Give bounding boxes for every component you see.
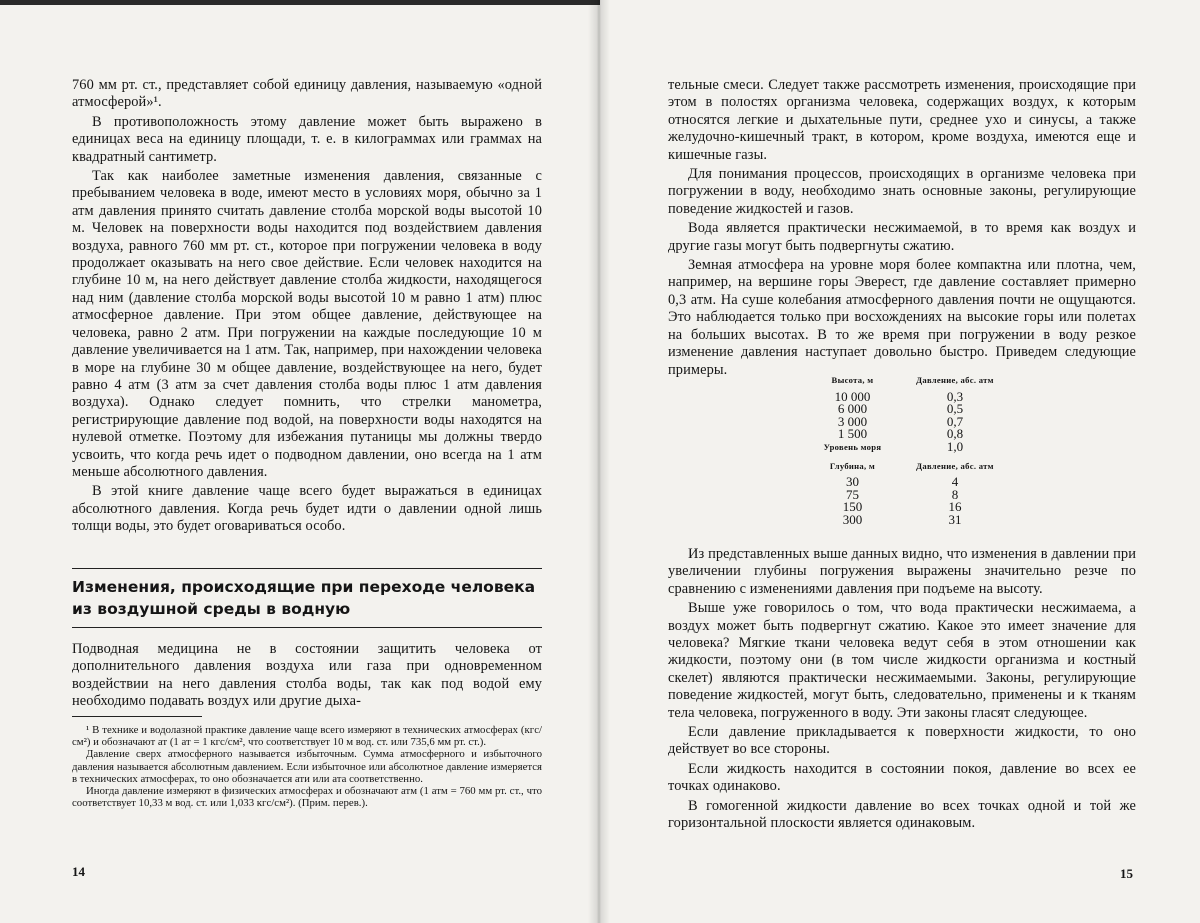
section-rule-bottom: [72, 627, 542, 628]
table-header-row: [805, 372, 1010, 391]
footnote-separator: [72, 716, 202, 717]
table-cell: 150: [842, 499, 863, 515]
left-body-text: [72, 77, 542, 536]
footnote: ¹ В технике и водолазной практике давление чаще всего измеряют в технических атмосферах (кгс/см²) и обозначают ат (1 ат = 1 кгс/см², что соответствует 10 м вод. ст. или 735,6 мм рт. ст.).: [72, 724, 542, 749]
page-number-right: 15: [1120, 866, 1133, 881]
table-cell: 1,0: [946, 438, 964, 454]
right-body-text-top: [668, 77, 1136, 379]
table-cell: 300: [842, 511, 863, 527]
paragraph: Для понимания процессов, происходящих в организме человека при погружении в воду, необходимо знать основные законы, регулирующие поведение жидкостей и газов.: [668, 166, 1136, 217]
paragraph: Так как наиболее заметные изменения давления, связанные с пребыванием человека в воде, имеют место в условиях моря, обычно за 1 атм давления принято считать давление столба морской воды высотой 10 м. Человек на поверхности воды находится под воздействием давления воздуха, равного 760 мм рт. ст., которое при погружении человека в воду продолжает оказывать на него свое действие. Если человек находится на глубине 10 м, на него действует давление столба жидкости, находящегося над ним (давление столба морской воды высотой 10 м равно 1 атм) плюс атмосферное давление. При этом общее давление, действующее на человека, равно 2 атм. При погружении на каждые последующие 10 м давление увеличивается на 1 атм. Так, например, при нахождении человека в море на глубине 30 м общее давление, воздействующее на него, будет равно 4 атм (3 атм за счет давления столба воды плюс 1 атм давления воздуха). Однако следует помнить, что стрелки манометра, регистрирующие давление под водой, на поверхности воды находятся на нулевой отметке. Поэтому для избежания путаницы мы должны твердо усвоить, что когда речь идет о подводном давлении, оно всегда на 1 атм меньше абсолютного давления.: [72, 168, 542, 480]
paragraph: В этой книге давление чаще всего будет выражаться в единицах абсолютного давления. Когда речь будет идти о давлении одной лишь толщи воды, это будет оговариваться особо.: [72, 483, 542, 535]
table-cell: 8: [951, 486, 959, 502]
paragraph: Вода является практически несжимаемой, в то время как воздух и другие газы могут быть подвергнуты сжатию.: [668, 220, 1136, 254]
paragraph: Выше уже говорилось о том, что вода практически несжимаема, а воздух может быть подвергнут сжатию. Какое это имеет значение для человека? Мягкие ткани человека ведут себя в этом отношении как жидкости, поэтому они (в том числе жидкости организма и костный скелет) являются практически несжимаемыми. Законы, регулирующие поведение жидкостей, могут быть, следовательно, применены и к тканям тела человека, погруженного в воду. Эти законы гласят следующее.: [668, 600, 1136, 721]
table-header-altitude: Высота, м: [831, 375, 874, 385]
table-cell: 0,8: [946, 426, 964, 442]
table-cell: 0,3: [946, 388, 964, 404]
pressure-table: [805, 372, 1010, 527]
paragraph: В гомогенной жидкости давление во всех точках одной и той же горизонтальной плоскости является одинаковым.: [668, 797, 1136, 832]
paragraph: В противоположность этому давление может быть выражено в единицах веса на единицу площади, т. е. в килограммах или граммах на квадратный сантиметр.: [72, 113, 542, 165]
table-header-pressure: Давление, абс. атм: [916, 375, 994, 385]
table-row: [805, 514, 1010, 527]
footnote: Иногда давление измеряют в физических атмосферах и обозначают атм (1 атм = 760 мм рт. ст., что соответствует 10,33 м вод. ст. или 1,033 кгс/см²). (Прим. перев.).: [72, 785, 542, 810]
table-cell: 6 000: [837, 401, 868, 417]
footnotes: [72, 724, 542, 809]
table-row: [805, 489, 1010, 502]
table-cell: Уровень моря: [823, 441, 882, 452]
paragraph: тельные смеси. Следует также рассмотреть изменения, происходящие при этом в полостях организма человека, содержащих воздух, к которым относятся легкие и дыхательные пути, среднее ухо и синусы, а также желудочно-кишечный тракт, в котором, кроме воздуха, имеются еще и кишечные газы.: [668, 77, 1136, 163]
table-row: [805, 441, 1010, 454]
table-header-row: [805, 454, 1010, 477]
table-row: [805, 476, 1010, 489]
table-cell: 31: [948, 511, 962, 527]
right-body-text-bottom: [668, 546, 1136, 833]
table-row: [805, 416, 1010, 429]
table-header-depth: Глубина, м: [829, 460, 876, 471]
table-cell: 10 000: [834, 388, 871, 404]
table-row: [805, 403, 1010, 416]
table-cell: 0,5: [946, 401, 964, 417]
paragraph: Если давление прикладывается к поверхности жидкости, то оно действует во все стороны.: [668, 724, 1136, 758]
paragraph: Подводная медицина не в состоянии защитить человека от дополнительного давления воздуха или газа при одновременном воздействии на него давления столба воды, так как под водой ему необходимо подавать воздух или другие дыха-: [72, 641, 542, 710]
section-rule-top: [72, 568, 542, 569]
book-spine-shadow: [588, 0, 610, 923]
section-body-text: [72, 641, 542, 711]
paragraph: Если жидкость находится в состоянии покоя, давление во всех ее точках одинаково.: [668, 760, 1136, 795]
table-cell: 4: [951, 474, 959, 490]
table-cell: 0,7: [946, 413, 964, 429]
page-number-left: 14: [72, 864, 85, 879]
section-title: Изменения, происходящие при переходе человека из воздушной среды в водную: [72, 578, 536, 618]
footnote: Давление сверх атмосферного называется избыточным. Сумма атмосферного и избыточного давления называется абсолютным давлением. Если избыточное или абсолютное давление измеряется в технических атмосферах, то оно обозначается ати или ата соответственно.: [72, 748, 542, 785]
table-cell: 75: [846, 486, 859, 502]
paragraph: 760 мм рт. ст., представляет собой единицу давления, называемую «одной атмосферой»¹.: [72, 77, 542, 111]
table-row: [805, 501, 1010, 514]
table-cell: 16: [948, 499, 962, 515]
table-row: [805, 391, 1010, 404]
table-row: [805, 428, 1010, 441]
table-cell: 1 500: [837, 426, 868, 442]
paragraph: Земная атмосфера на уровне моря более компактна или плотна, чем, например, на вершине горы Эверест, где давление составляет примерно 0,3 атм. На суше колебания атмосферного давления почти не ощущаются. Это наблюдается только при восхождениях на высокие горы или полетах на больших высотах. В то же время при погружении в воду резкое изменение давления наступает довольно быстро. Приведем следующие примеры.: [668, 257, 1136, 378]
paragraph: Из представленных выше данных видно, что изменения в давлении при увеличении глубины погружения выражены значительно резче по сравнению с изменениями давления при подъеме на высоту.: [668, 546, 1136, 597]
table-header-pressure: Давление, абс. атм: [916, 460, 994, 471]
table-cell: 30: [846, 474, 859, 490]
table-cell: 3 000: [837, 413, 868, 429]
